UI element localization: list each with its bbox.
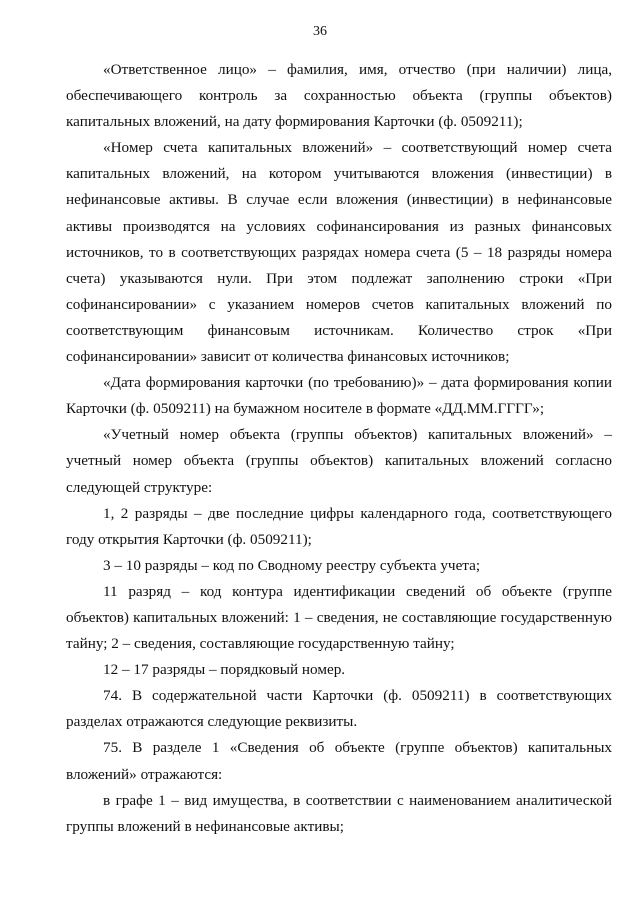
paragraph: 3 – 10 разряды – код по Сводному реестру субъекта учета; bbox=[103, 556, 481, 574]
paragraph: «Ответственное лицо» – фамилия, имя, отчество (при наличии) лица, обеспечивающего контроль за сохранностью объекта (группы объектов) капитальных вложений, на дату формирования Карточки (ф. 0509211); bbox=[66, 61, 612, 131]
paragraph: в графе 1 – вид имущества, в соответствии с наименованием аналитической группы вложений в нефинансовые активы; bbox=[66, 791, 612, 835]
paragraph: «Дата формирования карточки (по требованию)» – дата формирования копии Карточки (ф. 0509211) на бумажном носителе в формате «ДД.ММ.ГГГГ»; bbox=[66, 374, 612, 418]
document-body bbox=[66, 57, 612, 840]
page-number: 36 bbox=[313, 24, 327, 39]
paragraph: 74. В содержательной части Карточки (ф. 0509211) в соответствующих разделах отражаются следующие реквизиты. bbox=[66, 687, 612, 731]
paragraph: «Номер счета капитальных вложений» – соответствующий номер счета капитальных вложений, на котором учитываются вложения (инвестиции) в нефинансовые активы. В случае если вложения (инвестиции) в нефинансовые активы производятся на условиях софинансирования из разных финансовых источников, то в соответствующих разрядах номера счета (5 – 18 разряды номера счета) указываются нули. При этом подлежат заполнению строки «При софинансировании» с указанием номеров счетов капитальных вложений по соответствующим финансовым источникам. Количество строк «При софинансировании» зависит от количества финансовых источников; bbox=[66, 139, 612, 366]
paragraph: 1, 2 разряды – две последние цифры календарного года, соответствующего году открытия Карточки (ф. 0509211); bbox=[66, 504, 612, 548]
paragraph: 75. В разделе 1 «Сведения об объекте (группе объектов) капитальных вложений» отражаются: bbox=[66, 739, 612, 783]
paragraph: 12 – 17 разряды – порядковый номер. bbox=[103, 661, 346, 679]
paragraph: 11 разряд – код контура идентификации сведений об объекте (группе объектов) капитальных вложений: 1 – сведения, не составляющие государственную тайну; 2 – сведения, составляющие государственную тайну; bbox=[66, 582, 612, 653]
paragraph: «Учетный номер объекта (группы объектов) капитальных вложений» – учетный номер объекта (группы объектов) капитальных вложений согласно следующей структуре: bbox=[66, 426, 612, 496]
